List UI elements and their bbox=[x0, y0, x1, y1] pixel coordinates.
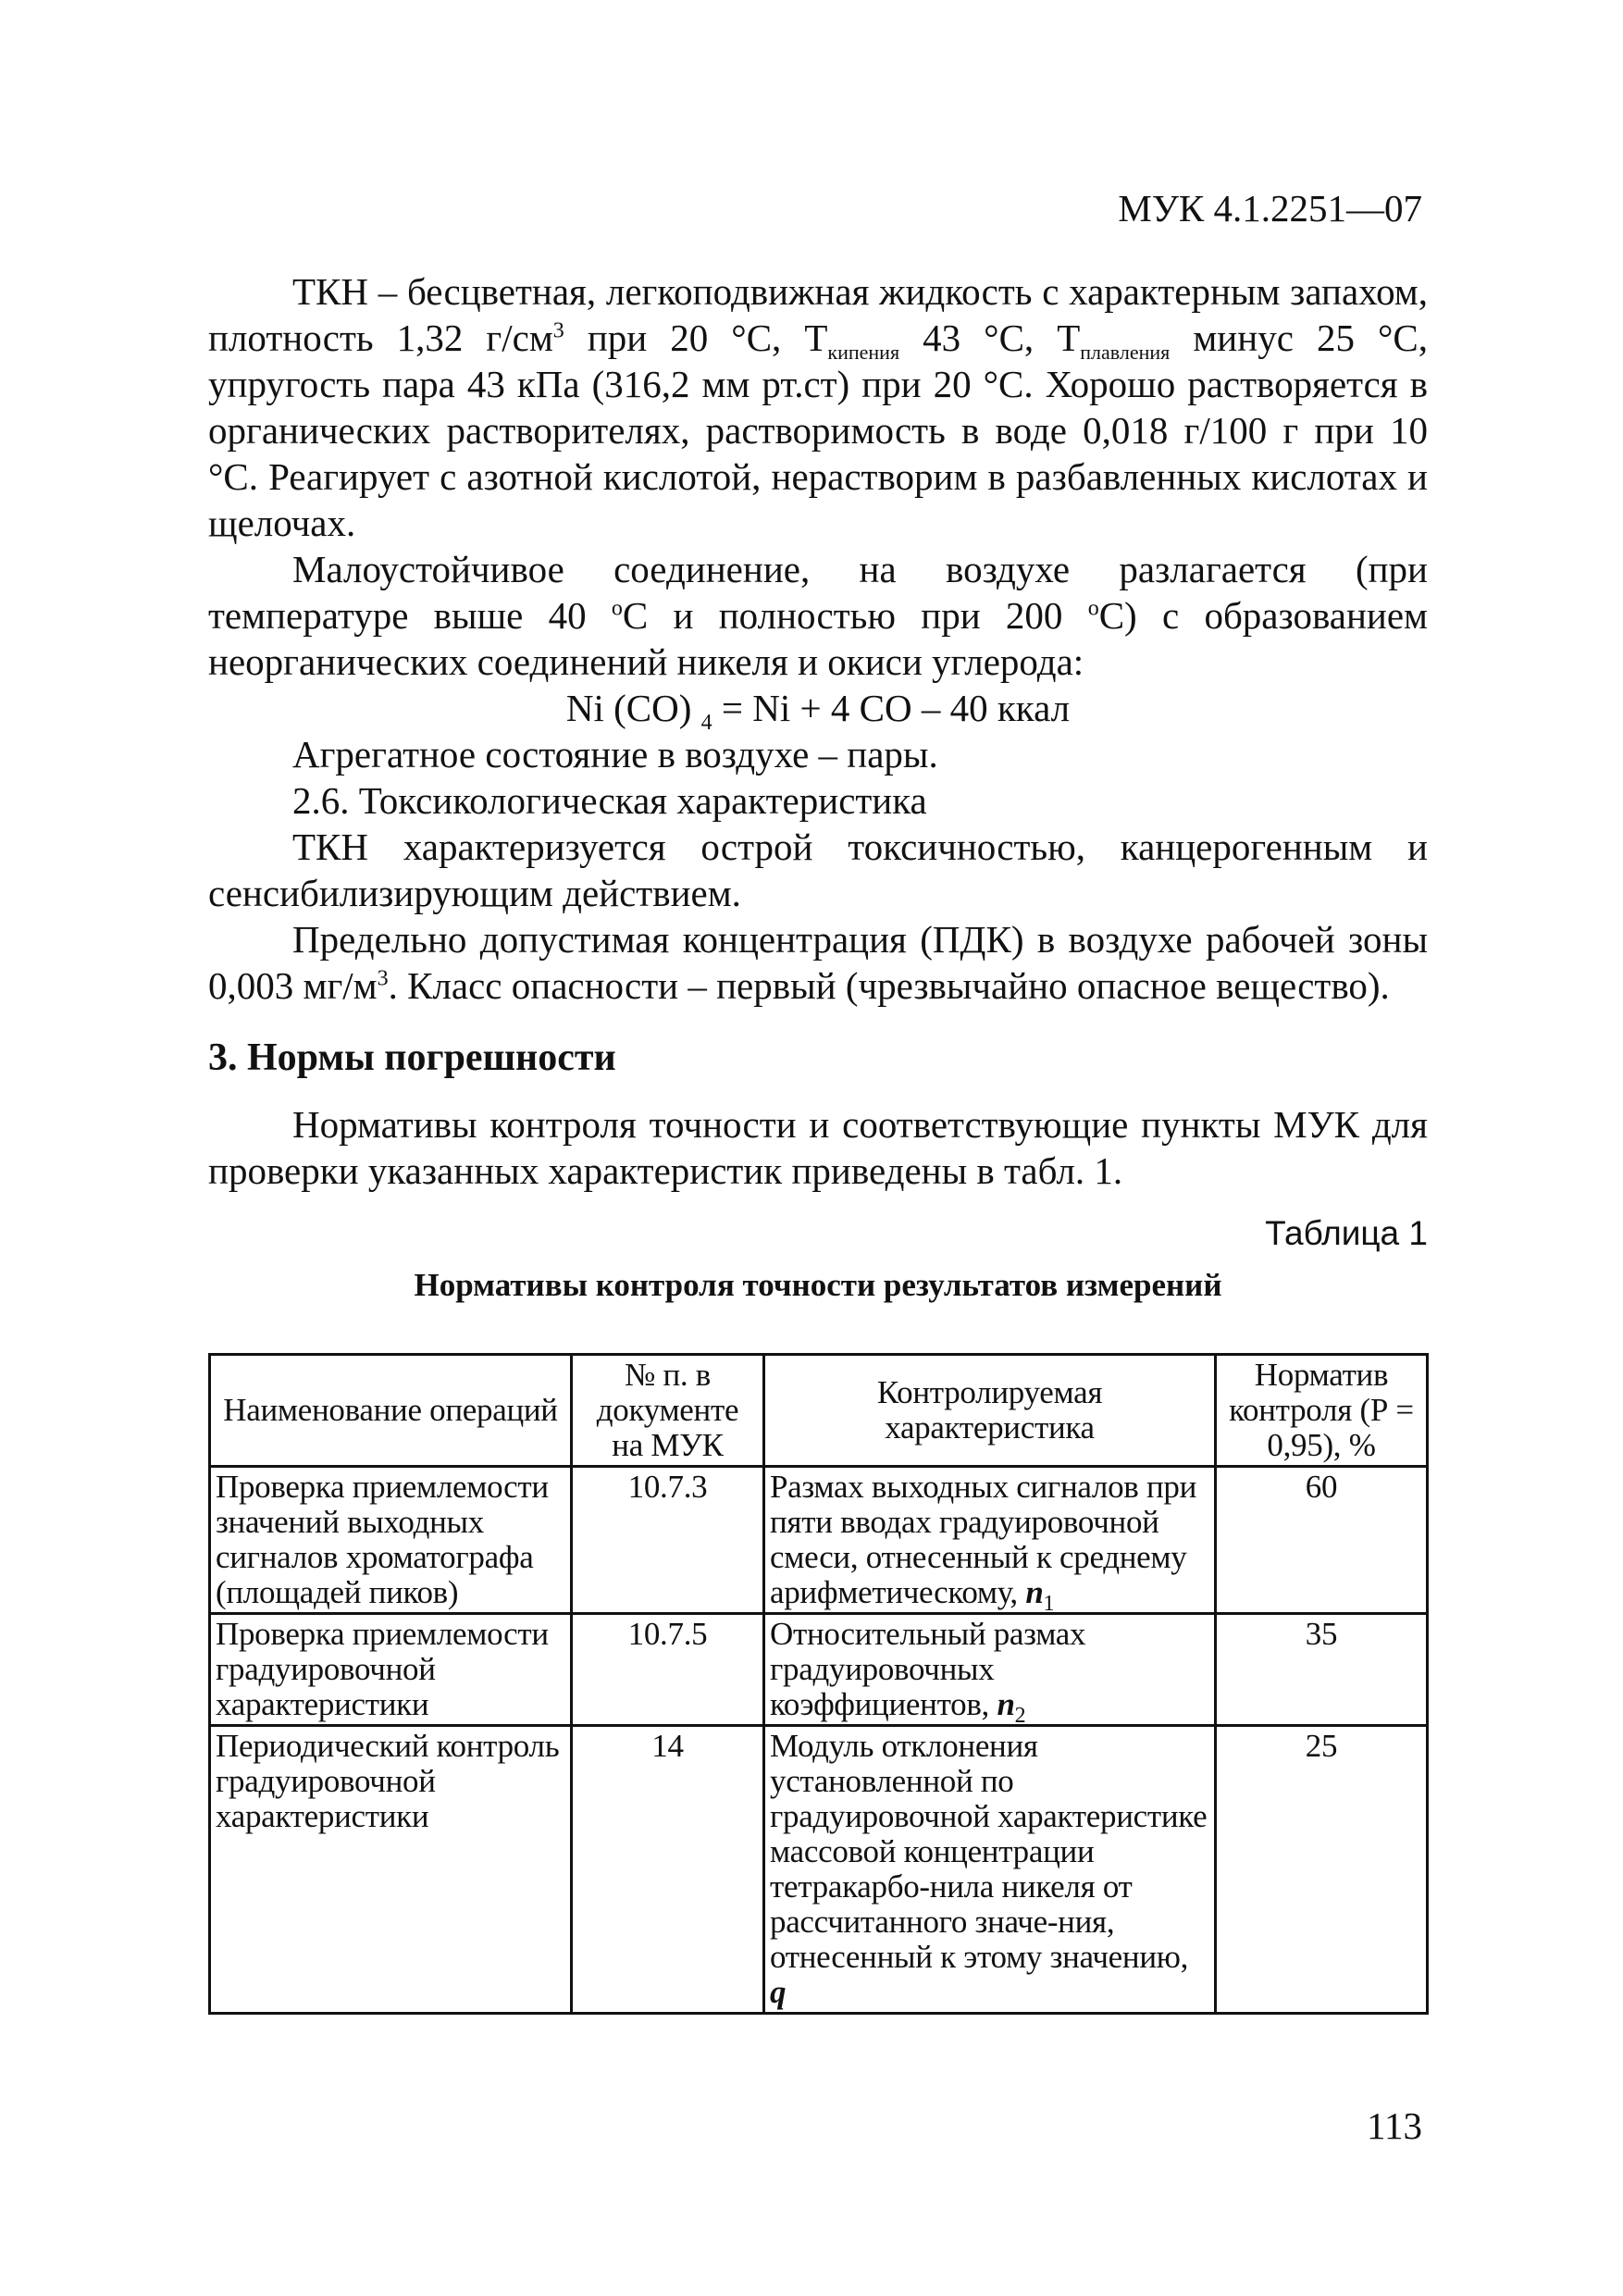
cell-clause: 10.7.5 bbox=[572, 1614, 764, 1726]
body-text bbox=[208, 268, 1428, 1309]
table-label: Таблица 1 bbox=[1265, 1214, 1428, 1252]
table-row bbox=[210, 1467, 1428, 1614]
cell-characteristic: Размах выходных сигналов при пяти вводах градуировочной смеси, отнесенный к среднему арифметическому, $n_1$ bbox=[764, 1467, 1216, 1614]
table-row bbox=[210, 1614, 1428, 1726]
paragraph-stability: Малоустойчивое соединение, на воздухе разлагается (при температуре выше 40 $^о$С и полностью при 200 $^о$С) с образованием неорганических соединений никеля и окиси углерода: bbox=[208, 548, 1428, 683]
cell-operation: Проверка приемлемости градуировочной характеристики bbox=[210, 1614, 572, 1726]
cell-clause: 10.7.3 bbox=[572, 1467, 764, 1614]
cell-norm: 60 bbox=[1216, 1467, 1428, 1614]
cell-norm: 35 bbox=[1216, 1614, 1428, 1726]
cell-operation: Периодический контроль градуировочной характеристики bbox=[210, 1726, 572, 2014]
header-norm: Норматив контроля (Р = 0,95), % bbox=[1216, 1355, 1428, 1467]
header-clause: № п. в документе на МУК bbox=[572, 1355, 764, 1467]
norms-table bbox=[208, 1353, 1429, 2015]
paragraph-aggregate-state: Агрегатное состояние в воздухе – пары. bbox=[292, 733, 938, 776]
subsection-heading-toxicology: 2.6. Токсикологическая характеристика bbox=[292, 779, 927, 822]
running-head: МУК 4.1.2251—07 bbox=[1118, 187, 1422, 230]
header-operation: Наименование операций bbox=[210, 1355, 572, 1467]
section-title: 3. Нормы погрешности bbox=[208, 1036, 616, 1079]
cell-operation: Проверка приемлемости значений выходных сигналов хроматографа (площадей пиков) bbox=[210, 1467, 572, 1614]
paragraph-norms-intro: Нормативы контроля точности и соответствующие пункты МУК для проверки указанных характеристик приведены в табл. 1. bbox=[208, 1103, 1428, 1192]
paragraph-properties: ТКН – бесцветная, легкоподвижная жидкость с характерным запахом, плотность 1,32 $г/см^3$ при 20 °С, $Т_{кипения}$ 43 °С, $Т_{плавления}$ минус 25 °С, упругость пара 43 кПа (316,2 мм рт.ст) при 20 °С. Хорошо растворяется в органических растворителях, растворимость в воде 0,018 г/100 г при 10 °С. Реагирует с азотной кислотой, нерастворим в разбавленных кислотах и щелочах. bbox=[208, 270, 1428, 544]
table-header-row bbox=[210, 1355, 1428, 1467]
cell-norm: 25 bbox=[1216, 1726, 1428, 2014]
page-number: 113 bbox=[1367, 2104, 1422, 2147]
table-title: Нормативы контроля точности результатов измерений bbox=[414, 1267, 1222, 1303]
paragraph-toxicity: ТКН характеризуется острой токсичностью, канцерогенным и сенсибилизирующим действием. bbox=[208, 825, 1428, 914]
header-characteristic: Контролируемая характеристика bbox=[764, 1355, 1216, 1467]
cell-clause: 14 bbox=[572, 1726, 764, 2014]
table-row bbox=[210, 1726, 1428, 2014]
paragraph-mac: Предельно допустимая концентрация (ПДК) в воздухе рабочей зоны 0,003 $мг/м^3$. Класс опасности – первый (чрезвычайно опасное вещество). bbox=[208, 918, 1428, 1007]
decomposition-formula: Ni (CO) $_4$ = Ni + 4 CO – 40 ккал bbox=[565, 687, 1071, 736]
cell-characteristic: Относительный размах градуировочных коэффициентов, $n_2$ bbox=[764, 1614, 1216, 1726]
cell-characteristic: Модуль отклонения установленной по градуировочной характеристике массовой концентрации тетракарбо-нила никеля от рассчитанного значе-ния, отнесенный к этому значению, q bbox=[764, 1726, 1216, 2014]
